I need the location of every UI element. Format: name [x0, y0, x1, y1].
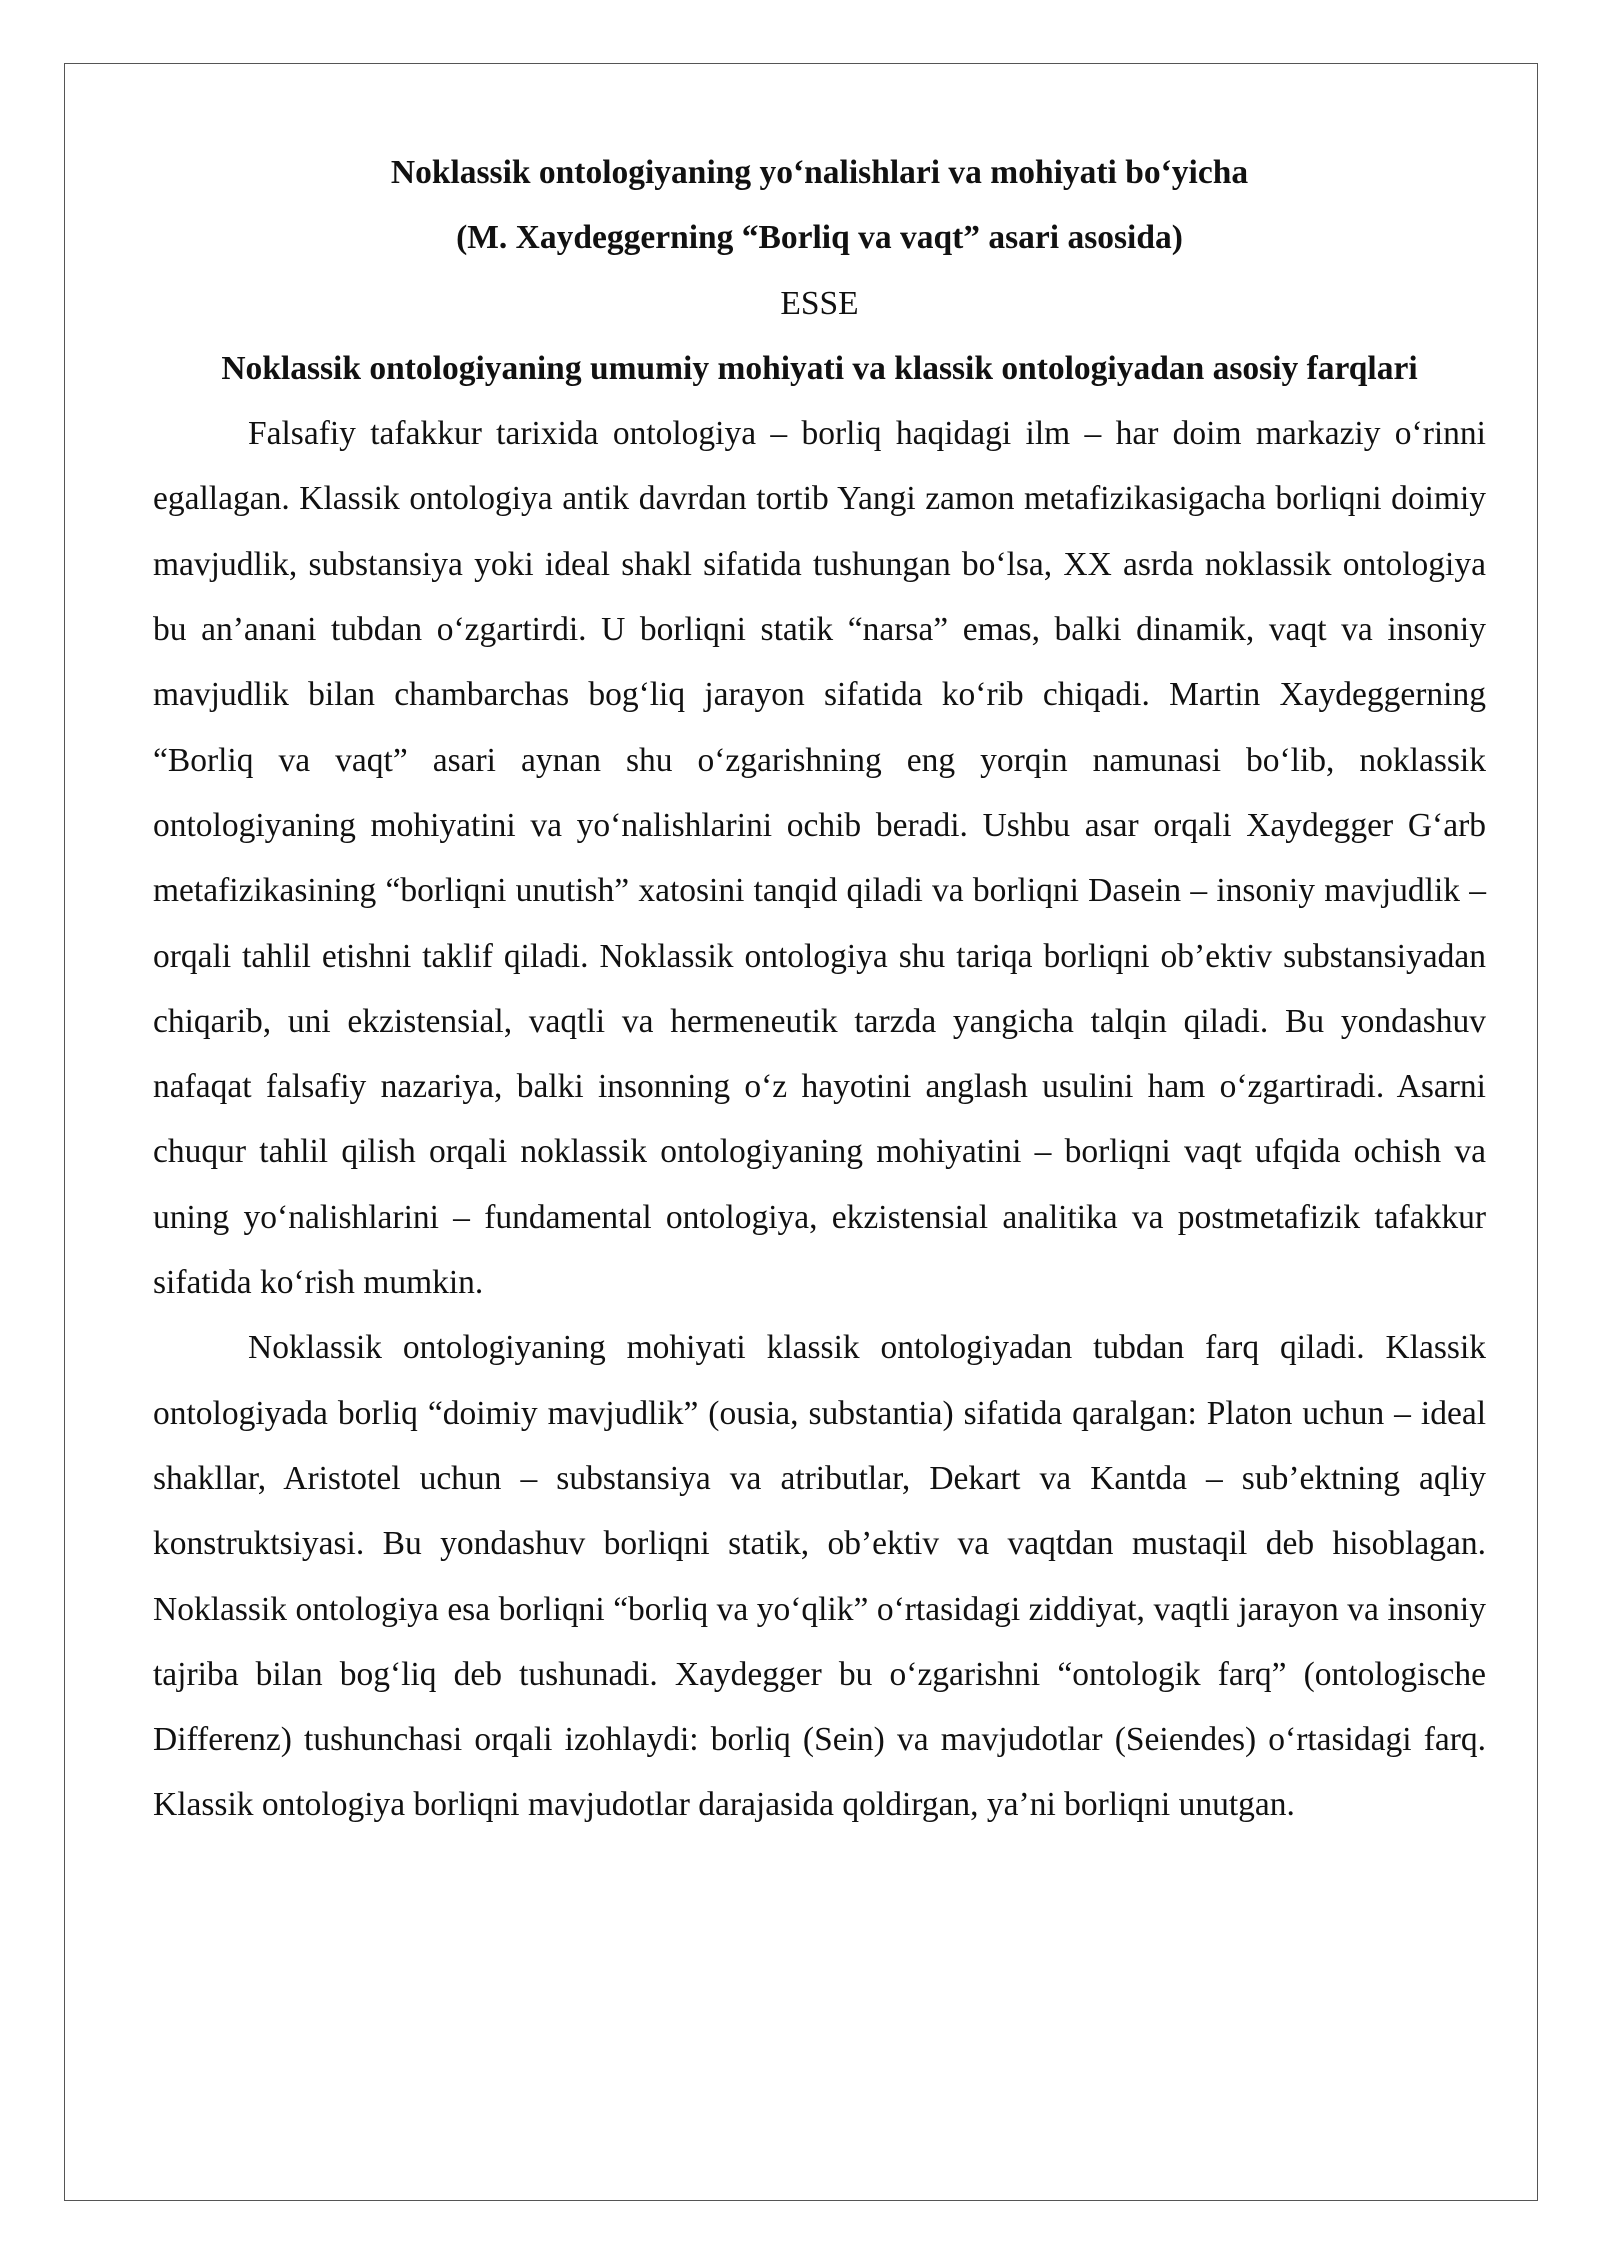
document-body	[153, 140, 1486, 1838]
document-title-line-2: (M. Xaydeggerning “Borliq va vaqt” asari asosida)	[456, 219, 1183, 257]
paragraph: Falsafiy tafakkur tarixida ontologiya – borliq haqidagi ilm – har doim markaziy o‘rinni egallagan. Klassik ontologiya antik davrdan tortib Yangi zamon metafizikasigacha borliqni doimiy mavjudlik, substansiya yoki ideal shakl sifatida tushungan bo‘lsa, XX asrda noklassik ontologiya bu an’anani tubdan o‘zgartirdi. U borliqni statik “narsa” emas, balki dinamik, vaqt va insoniy mavjudlik bilan chambarchas bog‘liq jarayon sifatida ko‘rib chiqadi. Martin Xaydeggerning “Borliq va vaqt” asari aynan shu o‘zgarishning eng yorqin namunasi bo‘lib, noklassik ontologiyaning mohiyatini va yo‘nalishlarini ochib beradi. Ushbu asar orqali Xaydegger G‘arb metafizikasining “borliqni unutish” xatosini tanqid qiladi va borliqni Dasein – insoniy mavjudlik – orqali tahlil etishni taklif qiladi. Noklassik ontologiya shu tariqa borliqni ob’ektiv substansiyadan chiqarib, uni ekzistensial, vaqtli va hermeneutik tarzda yangicha talqin qiladi. Bu yondashuv nafaqat falsafiy nazariya, balki insonning o‘z hayotini anglash usulini ham o‘zgartiradi. Asarni chuqur tahlil qilish orqali noklassik ontologiyaning mohiyatini – borliqni vaqt ufqida ochish va uning yo‘nalishlarini – fundamental ontologiya, ekzistensial analitika va postmetafizik tafakkur sifatida ko‘rish mumkin.	[153, 415, 1486, 1302]
paragraph: Noklassik ontologiyaning mohiyati klassik ontologiyadan tubdan farq qiladi. Klassik ontologiyada borliq “doimiy mavjudlik” (ousia, substantia) sifatida qaralgan: Platon uchun – ideal shakllar, Aristotel uchun – substansiya va atributlar, Dekart va Kantda – sub’ektning aqliy konstruktsiyasi. Bu yondashuv borliqni statik, ob’ektiv va vaqtdan mustaqil deb hisoblagan. Noklassik ontologiya esa borliqni “borliq va yo‘qlik” o‘rtasidagi ziddiyat, vaqtli jarayon va insoniy tajriba bilan bog‘liq deb tushunadi. Xaydegger bu o‘zgarishni “ontologik farq” (ontologische Differenz) tushunchasi orqali izohlaydi: borliq (Sein) va mavjudotlar (Seiendes) o‘rtasidagi farq. Klassik ontologiya borliqni mavjudotlar darajasida qoldirgan, ya’ni borliqni unutgan.	[153, 1329, 1486, 1824]
document-title-line-1: Noklassik ontologiyaning yo‘nalishlari va mohiyati bo‘yicha	[390, 154, 1249, 191]
document-genre: ESSE	[780, 284, 859, 322]
section-heading: Noklassik ontologiyaning umumiy mohiyati va klassik ontologiyadan asosiy farqlari	[221, 349, 1418, 387]
